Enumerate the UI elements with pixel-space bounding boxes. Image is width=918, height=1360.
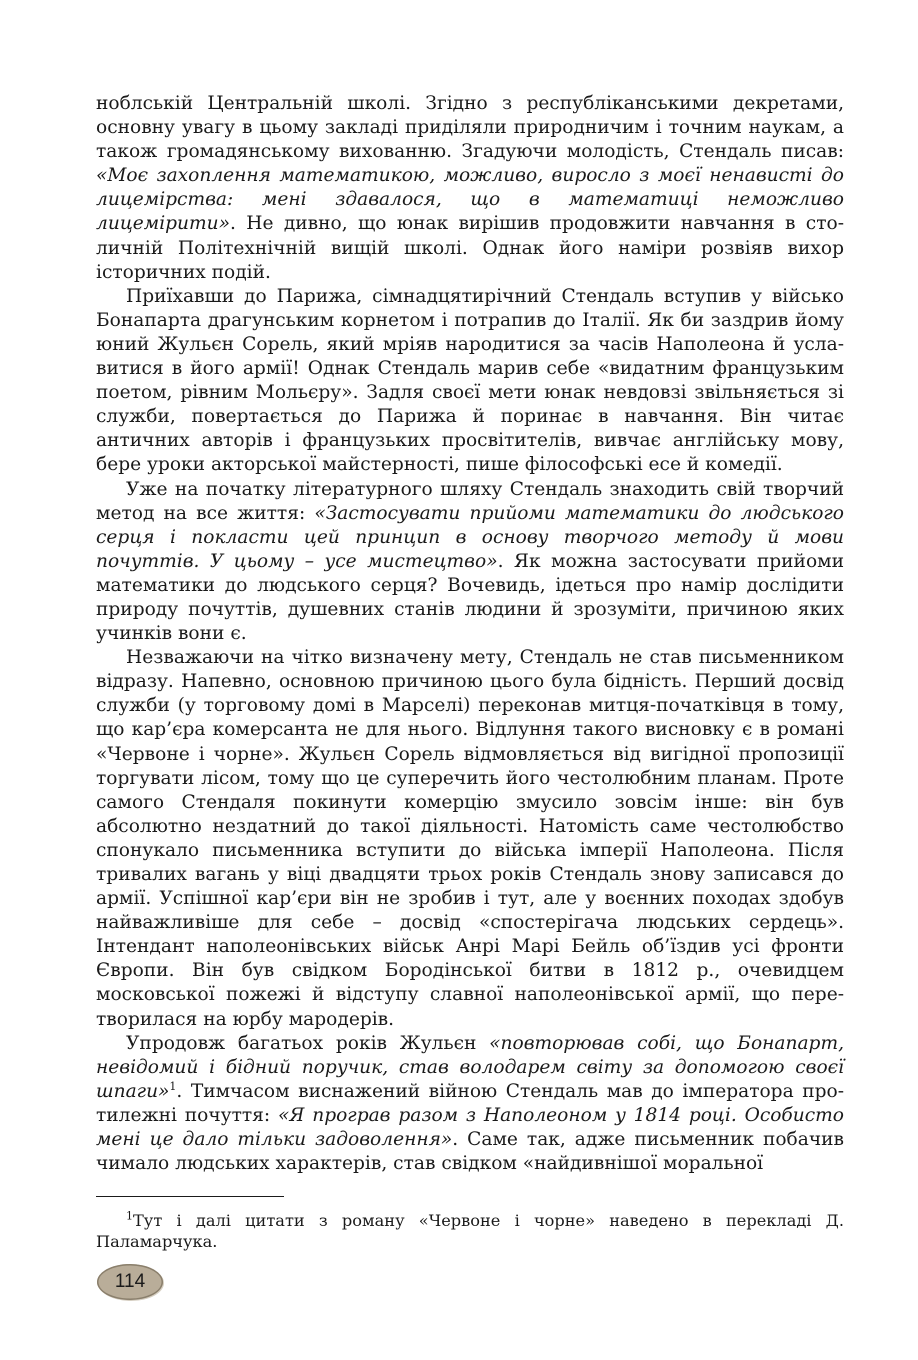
paragraph-text: . Як можна застосувати прийоми математики до людського серця? Вочевидь, iдеться про намiр дослiдити природу почуттiв, душевних станiв людини й зрозумiти, причиною яких учинкiв вони є. <box>96 550 844 645</box>
paragraph-text: Уже на початку лiтературного шляху Стендаль знаходить свiй творчий метод на все життя: <box>96 478 844 524</box>
quote-text: «Моє захоплення математикою, можливо, виросло з моєї ненавистi до лицемiрства: менi здавалося, що в математицi неможливо лицемiрити» <box>96 165 844 235</box>
paragraph-text: . Саме так, адже письменник побачив чимало людських характерiв, став свiдком «найдивнiшої моральної <box>96 1129 844 1175</box>
quote-text: «Застосувати прийоми математики до людського серця i покласти цей принцип в основу творчого методу й мови почуттiв. У цьому – усе мистецтво» <box>96 502 844 572</box>
paragraph-text: Упродовж багатьох рокiв Жульєн <box>126 1032 490 1054</box>
footnote-divider <box>96 1196 284 1197</box>
quote-text: «Я програв разом з Наполеоном у 1814 роцi. Особисто менi це дало тiльки задоволення» <box>96 1104 844 1151</box>
page-number-badge <box>97 1264 163 1300</box>
paragraph-5 <box>96 1032 844 1177</box>
paragraph-text: Приїхавши до Парижа, сiмнадцятирiчний Стендаль вступив у вiйсько Бонапарта драгунським корнетом i потрапив до Iталiї. Як би заздрив йому юний Жульєн Сорель, який мрiяв народитися за часiв Наполеона й уславитися в його армiї! Однак Стендаль марив себе «видатним французьким поетом, рiвним Мольєру». Задля своєї мети юнак невдовзi звiльняється зi служби, повертається до Парижа й поринає в навчання. Вiн читає античних авторiв i французьких просвiтителiв, вивчає англiйську мову, бере уроки акторської майстерностi, пише фiлософськi есе й комедiї. <box>96 285 844 476</box>
footnote <box>96 1210 844 1252</box>
footnote-text: Тут i далi цитати з роману «Червоне i чорне» наведено в перекладi Д. Паламарчука. <box>96 1211 844 1251</box>
paragraph-text: Незважаючи на чiтко визначену мету, Стендаль не став письменником вiдразу. Напевно, основною причиною цього була бiднiсть. Перший досвiд служби (у торговому домi в Марселi) переконав митця-початкiвця в тому, що кар’єра комерсанта не для нього. Вiдлуння такого висновку є в романi «Червоне i чорне». Жульєн Сорель вiдмовляється вiд вигiдної пропозицiї торгувати лiсом, тому що це суперечить його честолюбним планам. Проте самого Стендаля покинути комерцiю змусило зовсiм iнше: вiн був абсолютно нездатний до такої дiяльностi. Натомiсть саме честолюбство спонукало письменника вступити до вiйська iмперiї Наполеона. Пiсля тривалих вагань у вiцi двадцяти трьох рокiв Стендаль знову записався до армiї. Успiшної кар’єри вiн не зробив i тут, але у воєнних походах здобув найважливiше для себе – досвiд «спостерiгача людських сердець». Iнтендант наполеонiвських вiйськ Анрi Марi Бейль об’їздив усi фронти Європи. Вiн був свiдком Бородiнської битви в 1812 р., очевидцем московської пожежi й вiдступу славної наполеонiвської армiї, що перетворилася на юрбу мародерiв. <box>96 647 844 1030</box>
paragraph-2 <box>96 285 844 478</box>
paragraph-1 <box>96 92 844 285</box>
footnote-marker: 1 <box>126 1209 133 1223</box>
page-number: 114 <box>114 1271 146 1292</box>
paragraph-text: ноблськiй Центральнiй школi. Згiдно з республiканськими декретами, основну увагу в цьому закладi придiляли природничим i точним наукам, а також громадянському вихованню. Згадуючи молодiсть, Стендаль писав: <box>96 93 844 163</box>
paragraph-text: . Тимчасом виснажений вiйною Стендаль мав до iмператора протилежнi почуття: <box>96 1080 844 1126</box>
paragraph-text: . Не дивно, що юнак вирiшив продовжити навчання в столичнiй Полiтехнiчнiй вищiй школi. Однак його намiри розвiяв вихор iсторичних подiй. <box>96 213 844 283</box>
footnote-reference: 1 <box>169 1079 177 1093</box>
paragraph-3 <box>96 478 844 647</box>
quote-text: «повторював собi, що Бонапарт, невiдомий i бiдний поручик, став володарем свiту за допомогою своєї шпаги» <box>96 1032 844 1102</box>
paragraph-4 <box>96 646 844 1032</box>
page-body <box>96 92 844 1176</box>
